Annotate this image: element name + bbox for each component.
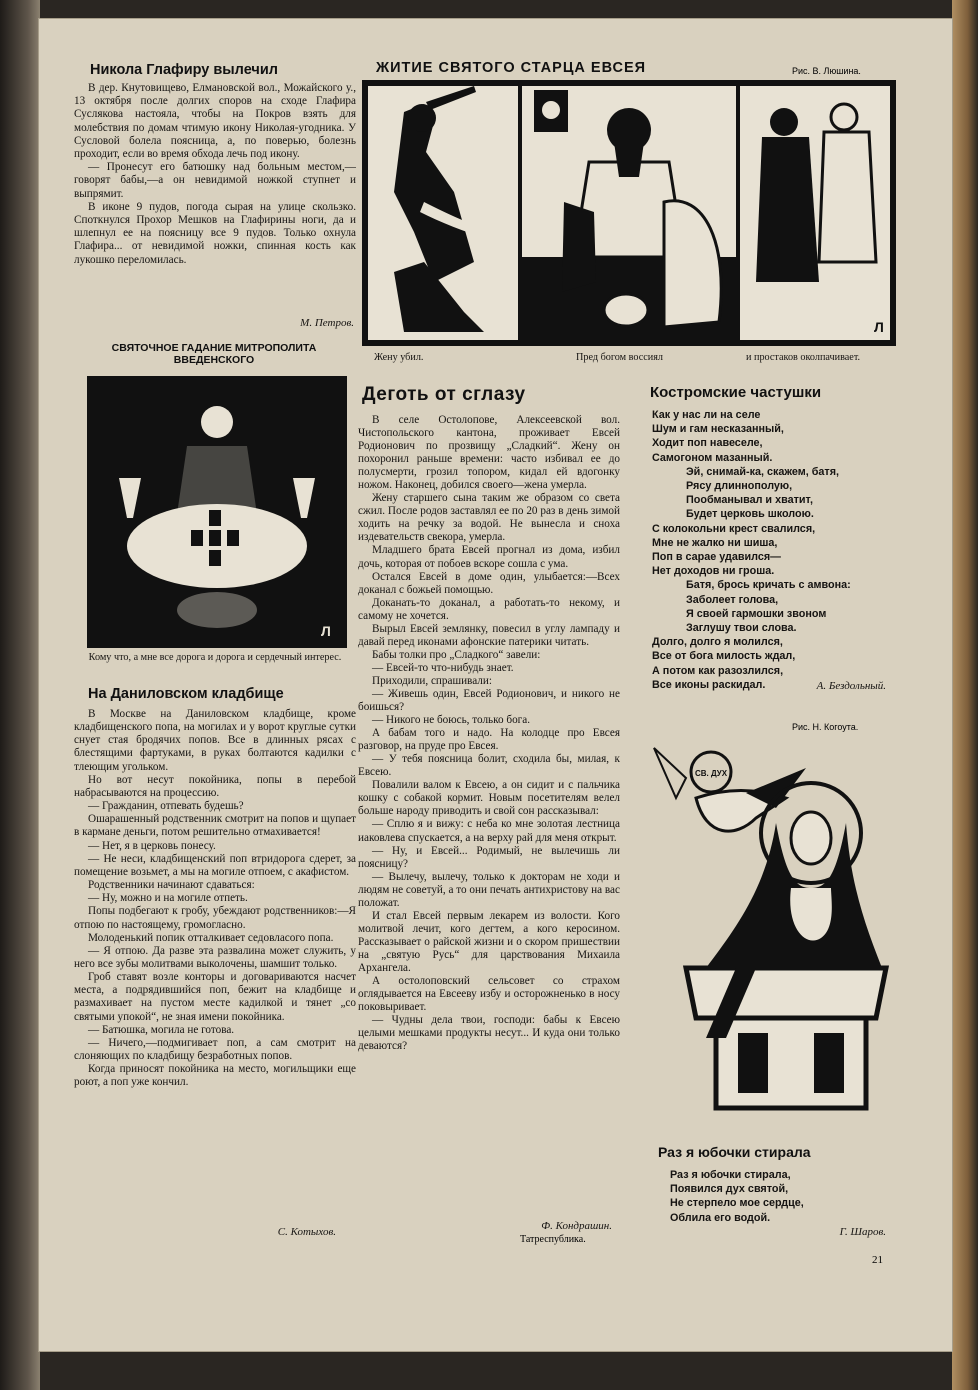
- card-icon: [227, 530, 239, 546]
- paragraph: Вырыл Евсей землянку, повесил в углу лампаду и давай перед иконами афонские патерики читать.: [358, 622, 620, 648]
- tub-leg: [814, 1033, 844, 1093]
- artist-monogram: Л: [874, 319, 884, 335]
- signature: А. Бездольный.: [816, 680, 886, 692]
- paragraph: Повалили валом к Евсею, а он сидит и с пальчика кошку с собакой кормит. Новым посетителям велел больше народу приводить и свой сон рассказывал:: [358, 779, 620, 818]
- head: [770, 108, 798, 136]
- paragraph: — Сплю я и вижу: с неба ко мне золотая лестница иаковлева спускается, а на верху рай для меня открыт.: [358, 818, 620, 844]
- paragraph: Остался Евсей в доме один, улыбается:—Всех доканал с божьей помощью.: [358, 570, 620, 596]
- gadanie-illustration: [87, 376, 347, 648]
- paragraph: — Вылечу, вылечу, только к докторам не ходи и людям не советуй, а то они печать антихристову на вас положат.: [358, 870, 620, 909]
- basket-icon: [604, 294, 648, 326]
- paragraph: В иконе 9 пудов, погода сырая на улице скользко. Споткнулся Прохор Мешков на Глафирины ноги, да и шлепнул ее на поясницу все 9 пудов. Только охнула Глафира... от невидимой ножки, спинная кость как лукошко переломилась.: [74, 200, 356, 266]
- poem-line: Все от бога милость ждал,: [652, 650, 796, 663]
- signature: Ф. Кондрашин.: [541, 1220, 612, 1232]
- paragraph: — Никого не боюсь, только бога.: [372, 714, 531, 727]
- page-number: 21: [872, 1254, 883, 1266]
- head: [201, 406, 233, 438]
- poem-line: Шум и гам несказанный,: [652, 423, 784, 436]
- paragraph: — Ну, и Евсей... Родимый, не вылечишь ли поясницу?: [358, 844, 620, 870]
- article-degot-title: Деготь от сглазу: [362, 384, 526, 405]
- poem-line: А потом как разозлился,: [652, 664, 784, 677]
- article-degot-body: [358, 414, 620, 1053]
- card-icon: [209, 510, 221, 526]
- zhitie-illustration: [362, 80, 896, 346]
- illustrator-credit: Рис. В. Люшина.: [792, 66, 861, 76]
- chastushki-poem: [652, 408, 892, 692]
- paragraph: Младшего брата Евсей прогнал из дома, избил дочь, которая от побоев вскоре сошла с ума.: [358, 544, 620, 570]
- poem-line: Мне не жалко ни шиша,: [652, 536, 778, 549]
- paragraph: Но вот несут покойника, попы в перебой набрасываются на процессию.: [74, 773, 356, 799]
- illustrator-credit: Рис. Н. Когоута.: [792, 722, 859, 732]
- chastushki-title: Костромские частушки: [650, 384, 822, 401]
- caption: Жену убил.: [374, 352, 424, 363]
- article-kladbishe-title: На Даниловском кладбище: [88, 686, 284, 702]
- poem-line: Не стерпело мое сердце,: [670, 1197, 804, 1210]
- beard: [614, 142, 644, 177]
- poem-line: Поп в сарае удавился—: [652, 551, 781, 564]
- caption: Кому что, а мне все дорога и дорога и сердечный интерес.: [88, 652, 342, 663]
- artist-monogram: Л: [321, 623, 331, 639]
- poem-line: Рясу длиннополую,: [686, 480, 793, 493]
- dove-wing-icon: [654, 748, 686, 798]
- paragraph: — Не неси, кладбищенский поп втридорога сдерет, за помещение возьмет, а мы на могиле отпоем, с акафистом.: [74, 852, 356, 878]
- poem-line: Облила его водой.: [670, 1211, 771, 1224]
- signature: М. Петров.: [300, 317, 354, 329]
- wine-glass-icon: [119, 478, 141, 518]
- paragraph: — Гражданин, отпевать будешь?: [88, 800, 244, 813]
- paragraph: — Ну, можно и на могиле отпеть.: [88, 892, 248, 905]
- article-kladbishe-body: [74, 708, 356, 1090]
- poem-line: Батя, брось кричать с амвона:: [686, 579, 851, 592]
- halo-label: СВ. ДУХ: [694, 769, 728, 778]
- figure-woman-left: [756, 137, 819, 282]
- caption: и простаков околпачивает.: [746, 352, 861, 363]
- card-icon: [209, 550, 221, 566]
- poem-line: Раз я юбочки стирала,: [670, 1169, 791, 1181]
- table-base: [177, 592, 257, 628]
- paragraph: А бабам того и надо. На колодце про Евсея разговор, на пруде про Евсея.: [358, 727, 620, 753]
- paragraph: — Нет, я в церковь понесу.: [88, 839, 216, 852]
- yubochki-illustration-svg: [646, 738, 894, 1128]
- poem-line: Пообманывал и хватит,: [686, 494, 813, 507]
- poem-line: Долго, долго я молился,: [652, 636, 783, 649]
- poem-line: С колокольни крест свалился,: [652, 522, 816, 535]
- article-glafira-body: [74, 82, 356, 267]
- paragraph: Доканать-то доканал, а работать-то некому, и самому не хочется.: [358, 596, 620, 622]
- gadanie-illustration-svg: [89, 378, 345, 646]
- paragraph: Ошарашенный родственник смотрит на попов и щупает в кармане деньги, потом решительно отмахивается!: [74, 813, 356, 839]
- paragraph: Гроб ставят возле конторы и договариваются насчет места, а подрядившийся поп, бежит на кладбище и размахивает на пустом месте кадилкой и тянет „со святыми упокой“, не зная имени покойника.: [74, 971, 356, 1023]
- paragraph: — Живешь один, Евсей Родионович, и никого не боишься?: [358, 687, 620, 714]
- paragraph: Родственники начинают сдаваться:: [88, 879, 255, 892]
- poem-line: Все иконы раскидал.: [652, 678, 766, 691]
- signature: Г. Шаров.: [839, 1226, 886, 1238]
- paragraph: Попы подбегают к гробу, убеждают родственников:—Я отпою по настоящему, громогласно.: [74, 905, 356, 931]
- poem-line: Нет доходов ни гроша.: [652, 565, 775, 578]
- caption: Пред богом воссиял: [576, 352, 664, 363]
- gadanie-title: СВЯТОЧНОЕ ГАДАНИЕ МИТРОПОЛИТА ВВЕДЕНСКОГО: [111, 342, 317, 366]
- poem-line: Как у нас ли на селе: [652, 409, 761, 421]
- paragraph: Жену старшего сына таким же образом со света сжил. После родов заставлял ее по 20 раз в день зимой ходить на речку за водой. Не вынесла и сноха издевательств свекора, умерла.: [358, 492, 620, 544]
- paragraph: Приходили, спрашивали:: [372, 674, 492, 687]
- paragraph: В дер. Кнутовищево, Елмановской вол., Можайского у., 13 октября после долгих споров на сходе Глафира Суслякова настояла, чтобы на Покров взять для молебствия по домам чтимую икону Николая-угодника. У Сусловой болела поясница, а, по поверью, болезнь проходит, если во время обхода лечь под икону.: [74, 82, 356, 161]
- location: Татреспублика.: [520, 1234, 586, 1245]
- poem-line: Заглушу твои слова.: [686, 622, 797, 635]
- paragraph: — У тебя поясница болит, сходила бы, милая, к Евсею.: [358, 753, 620, 779]
- paragraph: — Евсей-то что-нибудь знает.: [372, 661, 514, 674]
- zhitie-illustration-svg: [364, 82, 894, 344]
- paragraph: Когда приносят покойника на место, могильщики еще роют, а поп уже кончил.: [74, 1063, 356, 1089]
- paragraph: В Москве на Даниловском кладбище, кроме кладбищенского попа, на могилах и у ворот круглые сутки снует стая бродячих попов. Все в длинных рясах с блестящими фартуками, в руках болтаются кадилки с тлеющим угольком.: [74, 708, 356, 773]
- yubochki-title: Раз я юбочки стирала: [658, 1144, 811, 1160]
- paragraph: И стал Евсей первым лекарем из волости. Кого молитвой лечит, кого дегтем, а кого керосином. Рассказывает о райской жизни и о скором пришествии на „святую Русь“ для царствования Михаила Архангела.: [358, 909, 620, 974]
- paragraph: — Пронесут его батюшку над больным местом,—говорят бабы,—а он невидимой ножкой ступнет и выпрямит.: [74, 161, 356, 200]
- wine-glass-icon: [293, 478, 315, 518]
- paragraph: — Чудны дела твои, господи: бабы к Евсею целыми мешками продукты несут... И куда они только деваются?: [358, 1014, 620, 1053]
- cat-icon: [562, 202, 596, 292]
- paragraph: — Ничего,—подмигивает поп, а сам смотрит на слоняющих по кладбищу безработных попов.: [74, 1036, 356, 1063]
- book-spine: [0, 0, 40, 1390]
- poem-line: Заболеет голова,: [686, 593, 779, 606]
- card-icon: [191, 530, 203, 546]
- tub-leg: [738, 1033, 768, 1093]
- poem-line: Ходит поп навеселе,: [652, 437, 763, 450]
- poem-line: Я своей гармошки звоном: [686, 607, 827, 620]
- signature: С. Котыхов.: [277, 1226, 336, 1238]
- paragraph: В селе Остолопове, Алексеевской вол. Чистопольского кантона, проживает Евсей Родионович по прозвищу „Сладкий“. Жену он похоронил раньше времени: часто избивал ее до полусмерти, грозил топором, кидал ей вдогонку ножом. Наконец, добился своего—жена умерла.: [358, 414, 620, 492]
- zhitie-title: ЖИТИЕ СВЯТОГО СТАРЦА ЕВСЕЯ: [376, 60, 647, 76]
- paragraph: А остолоповский сельсовет со страхом оглядывается на Евсееву избу и осторожненько в носу поковыривает.: [358, 975, 620, 1014]
- paragraph: — Я отпою. Да разве эта развалина может служить, у него все зубы молитвами выколочены, шамшит только.: [74, 944, 356, 970]
- card-icon: [209, 530, 221, 546]
- washtub-icon: [686, 968, 886, 1018]
- page-edge: [952, 0, 978, 1390]
- article-glafira-title: Никола Глафиру вылечил: [90, 62, 278, 78]
- face: [791, 812, 831, 864]
- paragraph: Бабы толки про „Сладкого“ завели:: [372, 648, 541, 661]
- yubochki-illustration: [646, 738, 894, 1128]
- paragraph: — Батюшка, могила не готова.: [88, 1023, 235, 1036]
- icon-halo: [542, 101, 560, 119]
- poem-line: Самогоном мазанный.: [652, 451, 773, 464]
- poem-line: Появился дух святой,: [670, 1183, 789, 1196]
- poem-line: Эй, снимай-ка, скажем, батя,: [686, 465, 840, 478]
- figure-woman-right: [819, 132, 876, 262]
- yubochki-poem: [670, 1168, 870, 1225]
- poem-line: Будет церковь школою.: [686, 508, 814, 521]
- head: [831, 104, 857, 130]
- paragraph: Молоденький попик отталкивает седовласого попа.: [88, 931, 334, 944]
